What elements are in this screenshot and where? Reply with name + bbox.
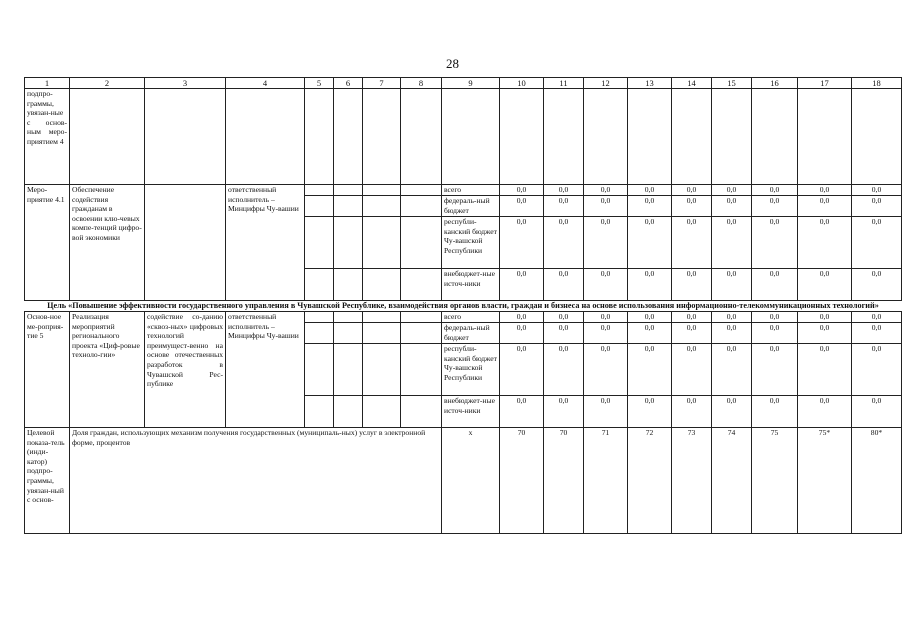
indicator-value: 70 xyxy=(500,428,544,534)
value-cell: 0,0 xyxy=(584,217,628,269)
indicator-value: 80* xyxy=(852,428,902,534)
value-cell: 0,0 xyxy=(584,196,628,217)
activity-name: Обеспечение содействия гражданам в освоении клю-чевых компе-тенций цифро-вой экономики xyxy=(70,185,145,301)
value-cell: 0,0 xyxy=(500,185,544,196)
value-cell: 0,0 xyxy=(544,185,584,196)
col-num-15: 15 xyxy=(712,78,752,89)
value-cell: 0,0 xyxy=(852,344,902,396)
value-cell: 0,0 xyxy=(712,196,752,217)
col-num-5: 5 xyxy=(305,78,334,89)
col-num-4: 4 xyxy=(226,78,305,89)
value-cell: 0,0 xyxy=(798,217,852,269)
indicator-value: 73 xyxy=(672,428,712,534)
value-cell: 0,0 xyxy=(672,185,712,196)
funding-source: всего xyxy=(442,312,500,323)
col-num-9: 9 xyxy=(442,78,500,89)
col-num-11: 11 xyxy=(544,78,584,89)
value-cell: 0,0 xyxy=(500,344,544,396)
value-cell: 0,0 xyxy=(584,323,628,344)
value-cell: 0,0 xyxy=(798,396,852,428)
activity-code: Основ-ное ме-роприя-тие 5 xyxy=(25,312,70,428)
indicator-value: 75 xyxy=(752,428,798,534)
value-cell: 0,0 xyxy=(628,185,672,196)
value-cell: 0,0 xyxy=(752,323,798,344)
col-num-3: 3 xyxy=(145,78,226,89)
value-cell: 0,0 xyxy=(852,312,902,323)
value-cell: 0,0 xyxy=(500,396,544,428)
value-cell: 0,0 xyxy=(712,312,752,323)
goal-row xyxy=(25,301,902,312)
value-cell: 0,0 xyxy=(544,312,584,323)
value-cell: 0,0 xyxy=(544,323,584,344)
activity-goal xyxy=(145,185,226,301)
indicator-value: 71 xyxy=(584,428,628,534)
value-cell: 0,0 xyxy=(712,323,752,344)
column-number-row xyxy=(25,78,902,89)
indicator-value: 72 xyxy=(628,428,672,534)
value-cell: 0,0 xyxy=(500,312,544,323)
value-cell: 0,0 xyxy=(544,269,584,301)
value-cell: 0,0 xyxy=(628,217,672,269)
indicator-description: Доля граждан, использующих механизм получения государственных (муниципаль-ных) услуг в электронной форме, процентов xyxy=(70,428,442,534)
activity-code: Меро-приятие 4.1 xyxy=(25,185,70,301)
col-num-2: 2 xyxy=(70,78,145,89)
funding-source: республи-канский бюджет Чу-вашской Республики xyxy=(442,217,500,269)
value-cell: 0,0 xyxy=(752,196,798,217)
funding-source: федераль-ный бюджет xyxy=(442,196,500,217)
value-cell: 0,0 xyxy=(798,312,852,323)
col-num-10: 10 xyxy=(500,78,544,89)
continuation-label: подпро-граммы, увязан-ные с основ-ным меро-приятием 4 xyxy=(25,89,70,185)
value-cell: 0,0 xyxy=(628,269,672,301)
goal-heading: Цель «Повышение эффективности государственного управления в Чувашской Республике, взаимодействия органов власти, граждан и бизнеса на основе использования информационно-телекоммуникационных технологий» xyxy=(25,301,902,312)
value-cell: 0,0 xyxy=(798,196,852,217)
table-row xyxy=(25,312,902,323)
value-cell: 0,0 xyxy=(852,323,902,344)
value-cell: 0,0 xyxy=(672,396,712,428)
value-cell: 0,0 xyxy=(584,185,628,196)
indicator-label: Целевой показа-тель (инди-катор) подпро-граммы, увязан-ный с основ- xyxy=(25,428,70,534)
value-cell: 0,0 xyxy=(852,396,902,428)
value-cell: 0,0 xyxy=(628,396,672,428)
value-cell: 0,0 xyxy=(752,344,798,396)
value-cell: 0,0 xyxy=(628,196,672,217)
value-cell: 0,0 xyxy=(584,344,628,396)
funding-source: внебюджет-ные источ-ники xyxy=(442,269,500,301)
value-cell: 0,0 xyxy=(852,217,902,269)
col-num-16: 16 xyxy=(752,78,798,89)
col-num-7: 7 xyxy=(363,78,401,89)
activity-responsible: ответственный исполнитель – Минцифры Чу-вашии xyxy=(226,312,305,428)
value-cell: 0,0 xyxy=(672,217,712,269)
value-cell: 0,0 xyxy=(500,217,544,269)
activity-goal: содействие со-данию «сквоз-ных» цифровых технологий преимущест-венно на основе отечественных разработок в Чувашской Рес-публике xyxy=(145,312,226,428)
activity-responsible: ответственный исполнитель – Минцифры Чу-вашии xyxy=(226,185,305,301)
value-cell: 0,0 xyxy=(584,312,628,323)
funding-source: всего xyxy=(442,185,500,196)
value-cell: 0,0 xyxy=(672,323,712,344)
value-cell: 0,0 xyxy=(752,217,798,269)
value-cell: 0,0 xyxy=(852,196,902,217)
value-cell: 0,0 xyxy=(752,185,798,196)
col-num-12: 12 xyxy=(584,78,628,89)
value-cell: 0,0 xyxy=(852,185,902,196)
indicator-value: 75* xyxy=(798,428,852,534)
value-cell: 0,0 xyxy=(628,323,672,344)
value-cell: 0,0 xyxy=(672,269,712,301)
value-cell: 0,0 xyxy=(500,269,544,301)
indicator-value: 74 xyxy=(712,428,752,534)
value-cell: 0,0 xyxy=(628,344,672,396)
value-cell: 0,0 xyxy=(752,312,798,323)
value-cell: 0,0 xyxy=(712,269,752,301)
value-cell: 0,0 xyxy=(752,396,798,428)
value-cell: 0,0 xyxy=(672,312,712,323)
program-table xyxy=(24,77,902,534)
funding-source: федераль-ный бюджет xyxy=(442,323,500,344)
value-cell: 0,0 xyxy=(672,344,712,396)
value-cell: 0,0 xyxy=(798,185,852,196)
value-cell: 0,0 xyxy=(500,196,544,217)
value-cell: 0,0 xyxy=(544,344,584,396)
value-cell: 0,0 xyxy=(544,196,584,217)
funding-source: внебюджет-ные источ-ники xyxy=(442,396,500,428)
indicator-row xyxy=(25,428,902,534)
value-cell: 0,0 xyxy=(798,344,852,396)
value-cell: 0,0 xyxy=(544,396,584,428)
value-cell: 0,0 xyxy=(752,269,798,301)
col-num-14: 14 xyxy=(672,78,712,89)
value-cell: 0,0 xyxy=(500,323,544,344)
table-row xyxy=(25,185,902,196)
value-cell: 0,0 xyxy=(712,344,752,396)
col-num-18: 18 xyxy=(852,78,902,89)
value-cell: 0,0 xyxy=(798,323,852,344)
col-num-8: 8 xyxy=(401,78,442,89)
value-cell: 0,0 xyxy=(712,396,752,428)
value-cell: 0,0 xyxy=(712,185,752,196)
indicator-col9: x xyxy=(442,428,500,534)
value-cell: 0,0 xyxy=(544,217,584,269)
col-num-17: 17 xyxy=(798,78,852,89)
value-cell: 0,0 xyxy=(852,269,902,301)
value-cell: 0,0 xyxy=(628,312,672,323)
value-cell: 0,0 xyxy=(712,217,752,269)
col-num-1: 1 xyxy=(25,78,70,89)
value-cell: 0,0 xyxy=(584,269,628,301)
continuation-row xyxy=(25,89,902,185)
indicator-value: 70 xyxy=(544,428,584,534)
value-cell: 0,0 xyxy=(798,269,852,301)
funding-source: республи-канский бюджет Чу-вашской Республики xyxy=(442,344,500,396)
value-cell: 0,0 xyxy=(584,396,628,428)
activity-name: Реализация мероприятий регионального проекта «Циф-ровые техноло-гии» xyxy=(70,312,145,428)
col-num-13: 13 xyxy=(628,78,672,89)
col-num-6: 6 xyxy=(334,78,363,89)
page-number: 28 xyxy=(446,56,459,71)
value-cell: 0,0 xyxy=(672,196,712,217)
